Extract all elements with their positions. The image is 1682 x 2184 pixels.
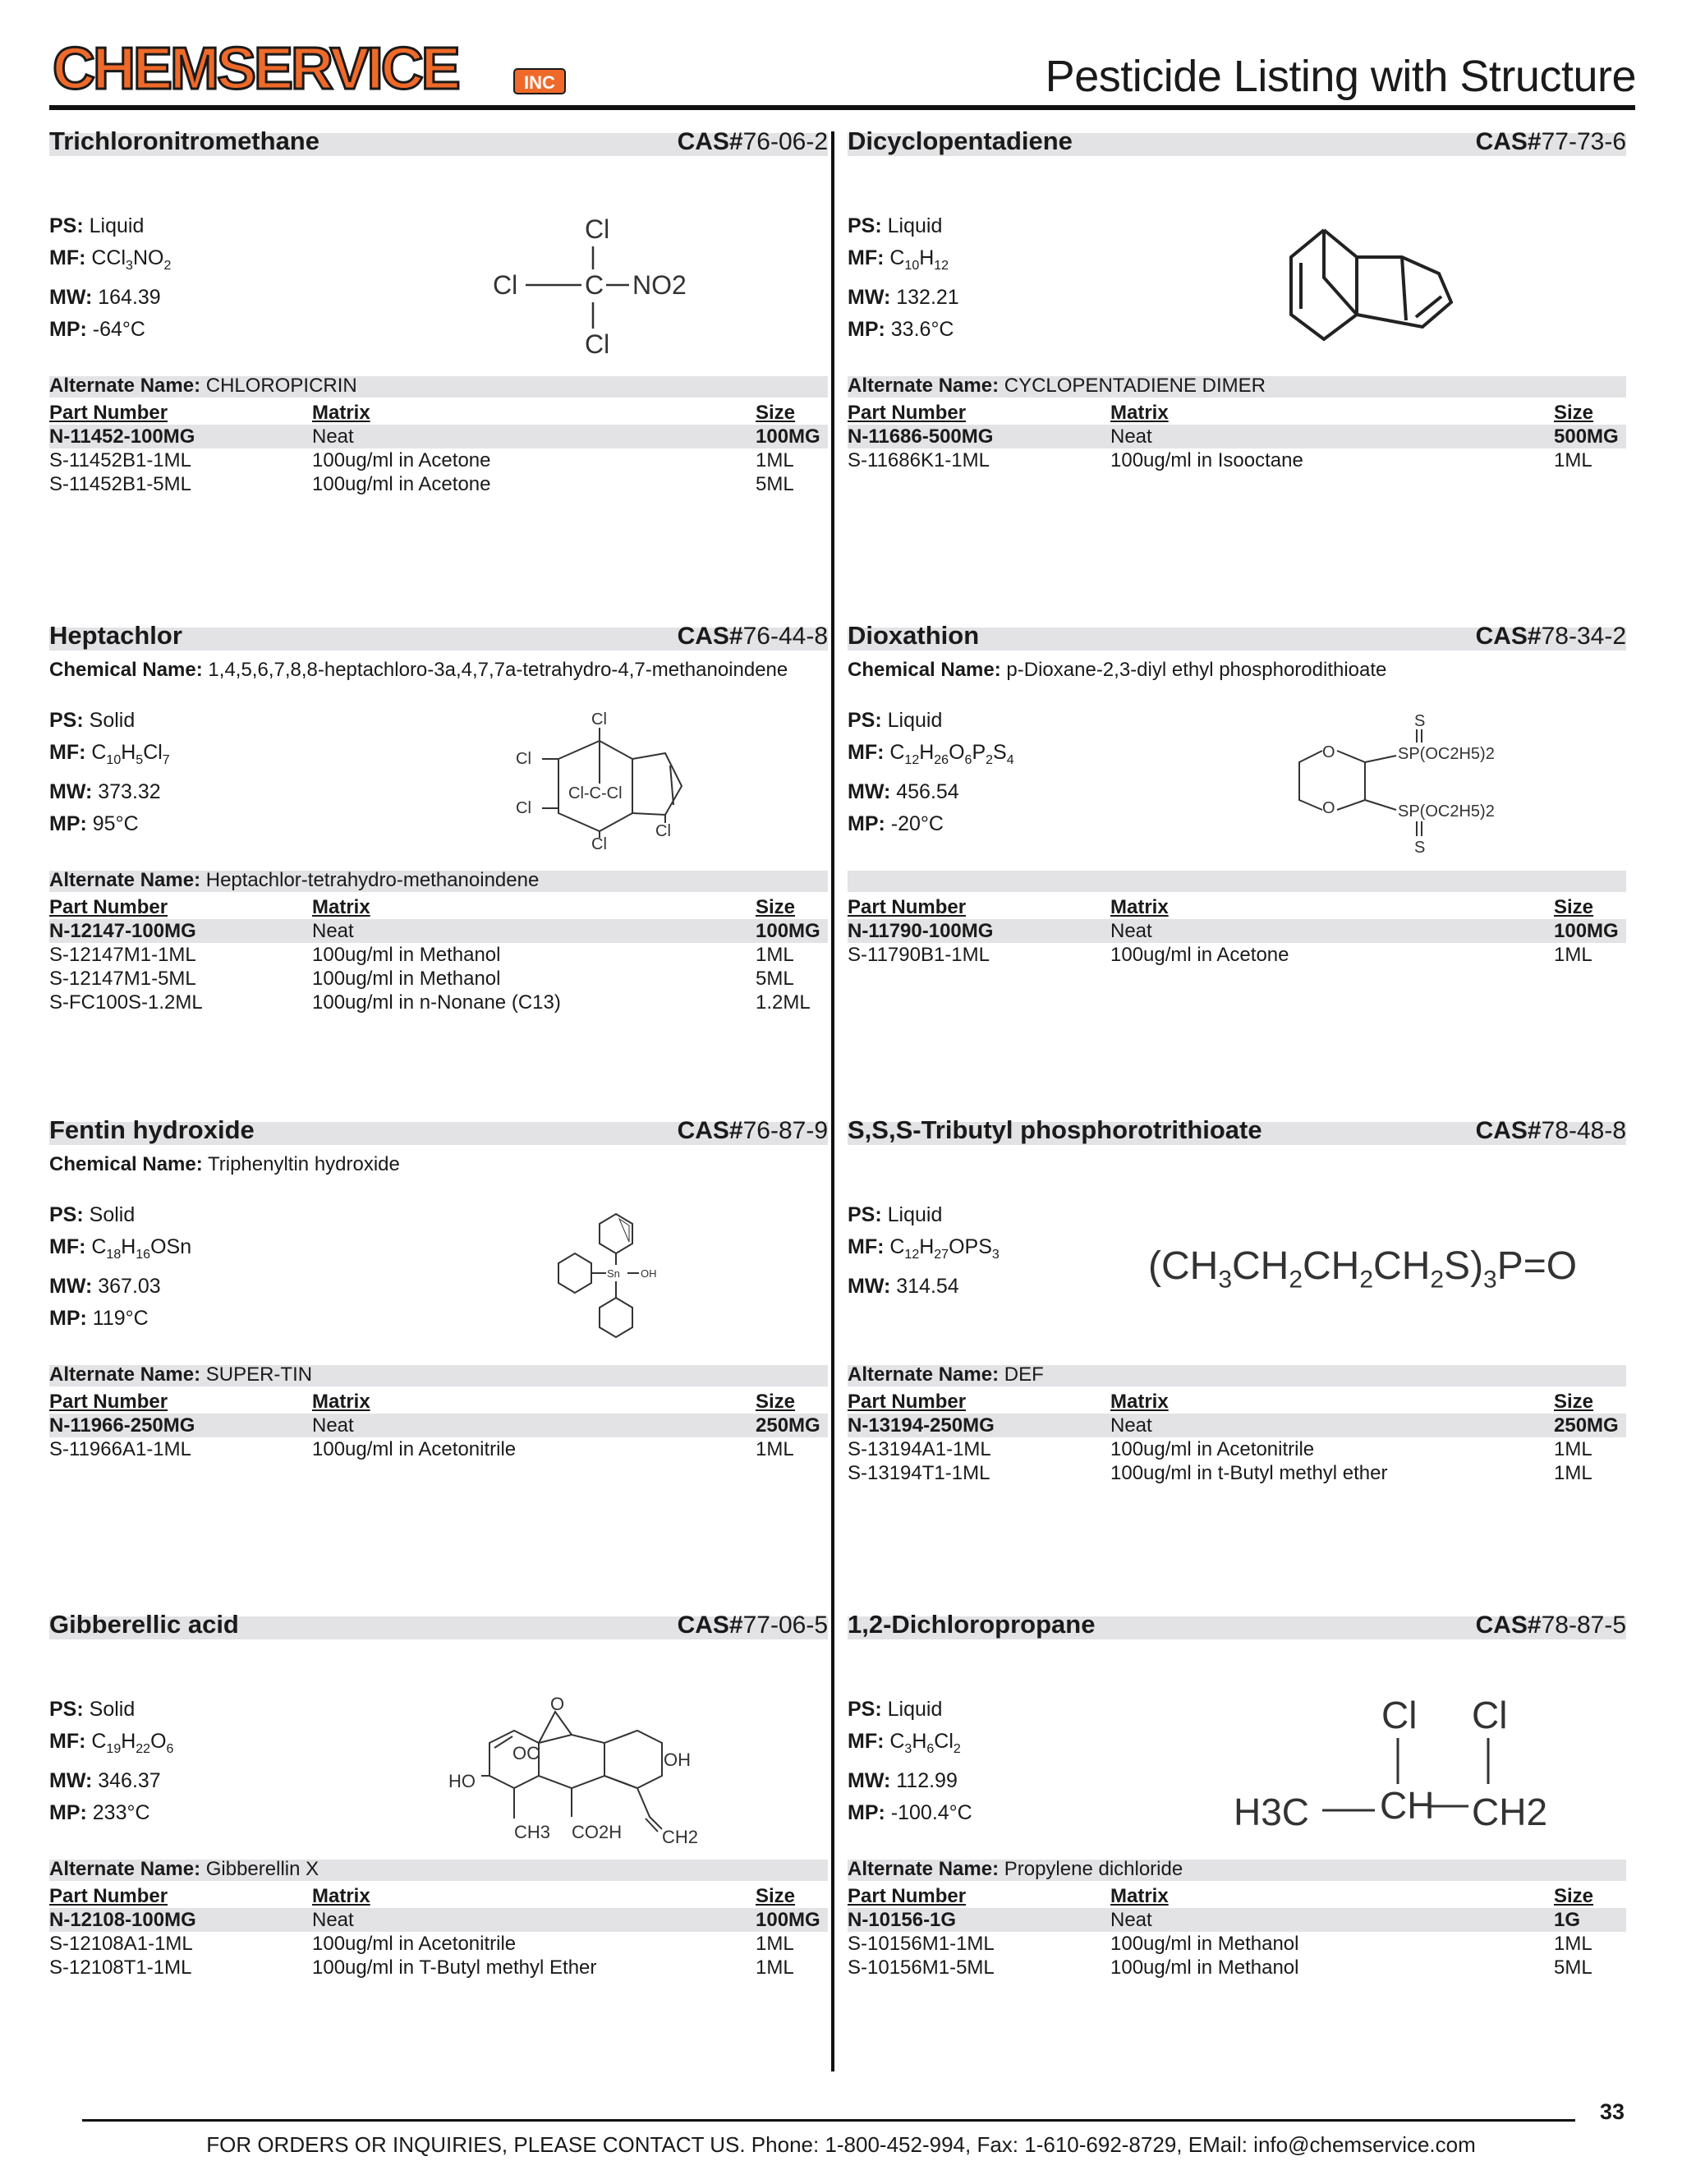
cas-number: CAS#76-44-8 <box>677 623 828 650</box>
cas-number: CAS#76-06-2 <box>677 128 828 155</box>
svg-text:OH: OH <box>664 1749 691 1770</box>
table-row: S-11686K1-1ML 100ug/ml in Isooctane 1ML <box>848 449 1592 471</box>
table-row: S-12147M1-1ML 100ug/ml in Methanol 1ML <box>49 944 794 966</box>
table-row: N-10156-1G Neat 1G <box>848 1908 1626 1932</box>
structure-diagram <box>509 708 698 856</box>
chemical-name: Chemical Name: Triphenyltin hydroxide <box>49 1153 400 1175</box>
parts-table: Part Number Matrix Size N-11966-250MG Neat 250MG S-11966A1-1ML 100ug/ml in Acetonitrile 1ML <box>49 1390 828 1461</box>
structure-diagram <box>1234 1687 1562 1851</box>
alternate-name: Alternate Name: SUPER-TIN <box>49 1363 313 1386</box>
alternate-name: Alternate Name: Heptachlor-tetrahydro-methanoindene <box>49 869 540 891</box>
alternate-name: Alternate Name: Gibberellin X <box>49 1858 319 1880</box>
table-row: S-11452B1-5ML 100ug/ml in Acetone 5ML <box>49 473 794 495</box>
structure-formula: $(CH_3CH_2CH_2CH_2S)_3P=O$ <box>1148 1244 1578 1294</box>
table-row: S-13194T1-1ML 100ug/ml in t-Butyl methyl ether 1ML <box>848 1462 1592 1484</box>
svg-text:Cl: Cl <box>591 835 607 853</box>
compound-name: Dicyclopentadiene <box>848 126 1073 155</box>
table-row: N-12108-100MG Neat 100MG <box>49 1908 828 1932</box>
structure-diagram <box>1275 212 1488 360</box>
structure-diagram <box>1291 711 1505 859</box>
properties: PS: Liquid MF: $C_{10}H_{12}$ MW: 132.21 MP: 33.6°C <box>848 214 959 341</box>
svg-text:Cl-C-Cl: Cl-C-Cl <box>568 784 623 802</box>
compound-name: Dioxathion <box>848 621 980 650</box>
svg-text:SP(OC2H5)2: SP(OC2H5)2 <box>1398 745 1495 763</box>
svg-text:Cl: Cl <box>493 270 518 300</box>
svg-text:S: S <box>1414 712 1426 730</box>
column-divider <box>831 131 834 2071</box>
properties: PS: Liquid MF: $C_{12}H_{27}OPS_3$ MW: 314.54 <box>848 1203 1000 1298</box>
parts-table: Part Number Matrix Size N-11686-500MG Neat 500MG S-11686K1-1ML 100ug/ml in Isooctane 1ML <box>848 401 1626 472</box>
structure-diagram <box>534 1206 698 1354</box>
entry-fentin-hydroxide <box>49 1115 828 1564</box>
compound-name: 1,2-Dichloropropane <box>848 1610 1096 1639</box>
entry-tributyl-phosphorotrithioate <box>848 1115 1626 1564</box>
entry-gibberellic-acid <box>49 1610 828 2058</box>
svg-text:CH3: CH3 <box>514 1822 551 1842</box>
svg-text:CH: CH <box>1380 1784 1435 1827</box>
footer-contact: FOR ORDERS OR INQUIRIES, PLEASE CONTACT US. Phone: 1-800-452-994, Fax: 1-610-692-8729, EMail: info@chemservice.com <box>206 2132 1476 2157</box>
table-row: S-10156M1-1ML 100ug/ml in Methanol 1ML <box>848 1933 1592 1955</box>
svg-text:CH2: CH2 <box>1472 1791 1548 1833</box>
parts-table: Part Number Matrix Size N-10156-1G Neat 1G S-10156M1-1ML 100ug/ml in Methanol 1ML S-10156M1-5ML 100ug/ml in Methanol 5ML <box>848 1884 1626 1979</box>
chemical-name: Chemical Name: p-Dioxane-2,3-diyl ethyl phosphorodithioate <box>848 659 1387 681</box>
chemical-name: Chemical Name: 1,4,5,6,7,8,8-heptachloro-3a,4,7,7a-tetrahydro-4,7-methanoindene <box>49 659 788 681</box>
table-row: S-11966A1-1ML 100ug/ml in Acetonitrile 1ML <box>49 1438 794 1460</box>
table-row: S-11790B1-1ML 100ug/ml in Acetone 1ML <box>848 944 1592 966</box>
table-row: S-FC100S-1.2ML 100ug/ml in n-Nonane (C13) 1.2ML <box>49 991 811 1014</box>
parts-table: Part Number Matrix Size N-12108-100MG Neat 100MG S-12108A1-1ML 100ug/ml in Acetonitrile 1ML S-12108T1-1ML 100ug/ml in T-Butyl methyl Ether 1ML <box>49 1884 828 1979</box>
table-row: N-13194-250MG Neat 250MG <box>848 1414 1626 1437</box>
table-row: N-11790-100MG Neat 100MG <box>848 919 1626 943</box>
footer-rule <box>82 2119 1575 2122</box>
compound-name: Heptachlor <box>49 621 182 650</box>
table-row: S-11452B1-1ML 100ug/ml in Acetone 1ML <box>49 449 794 471</box>
cas-number: CAS#78-87-5 <box>1475 1612 1626 1639</box>
properties: PS: Solid MF: $C_{18}H_{16}OSn$ MW: 367.03 MP: 119°C <box>49 1203 192 1330</box>
properties: PS: Liquid MF: $C_3H_6Cl_2$ MW: 112.99 MP: -100.4°C <box>848 1698 972 1824</box>
page-number: 33 <box>1600 2099 1625 2124</box>
alternate-name: Alternate Name: Propylene dichloride <box>848 1858 1183 1880</box>
svg-text:Sn: Sn <box>607 1267 620 1280</box>
svg-text:Cl: Cl <box>516 799 531 817</box>
compound-name: Fentin hydroxide <box>49 1115 255 1144</box>
table-row: N-11966-250MG Neat 250MG <box>49 1414 828 1437</box>
logo-wordmark: CHEMSERVICE <box>53 38 458 102</box>
chemservice-logo <box>49 38 575 102</box>
svg-text:CH2: CH2 <box>662 1827 699 1847</box>
table-row: S-10156M1-5ML 100ug/ml in Methanol 5ML <box>848 1956 1592 1979</box>
properties: PS: Solid MF: $C_{10}H_5Cl_7$ MW: 373.32 MP: 95°C <box>49 709 170 835</box>
alternate-name: Alternate Name: DEF <box>848 1363 1044 1386</box>
properties: PS: Liquid MF: $C_{12}H_{26}O_6P_2S_4$ MW: 456.54 MP: -20°C <box>848 709 1014 835</box>
logo-suffix: INC <box>524 72 555 93</box>
compound-name: Trichloronitromethane <box>49 126 319 155</box>
table-row: N-11452-100MG Neat 100MG <box>49 425 828 448</box>
table-row: S-12147M1-5ML 100ug/ml in Methanol 5ML <box>49 968 794 990</box>
table-row: S-12108A1-1ML 100ug/ml in Acetonitrile 1ML <box>49 1933 794 1955</box>
svg-text:Cl: Cl <box>1381 1694 1418 1736</box>
svg-text:HO: HO <box>448 1771 476 1791</box>
svg-text:H3C: H3C <box>1234 1791 1310 1833</box>
parts-table: Part Number Matrix Size N-12147-100MG Neat 100MG S-12147M1-1ML 100ug/ml in Methanol 1ML S-12147M1-5ML 100ug/ml in Methanol 5ML S-FC100S-1.2ML 100ug/ml in n-Nonane (C13) 1.2ML <box>49 895 828 1014</box>
cas-number: CAS#77-73-6 <box>1475 128 1626 155</box>
svg-text:Cl: Cl <box>591 710 607 729</box>
table-row: N-11686-500MG Neat 500MG <box>848 425 1626 448</box>
svg-text:Cl: Cl <box>585 329 610 359</box>
page-title: Pesticide Listing with Structure <box>1045 52 1636 101</box>
entry-dicyclopentadiene <box>848 126 1626 575</box>
alternate-name: Alternate Name: CYCLOPENTADIENE DIMER <box>848 375 1266 397</box>
cas-number: CAS#77-06-5 <box>677 1612 828 1639</box>
entry-dichloropropane <box>848 1610 1626 2058</box>
svg-text:OC: OC <box>512 1743 540 1763</box>
svg-text:C: C <box>585 270 604 300</box>
header-rule <box>49 105 1635 110</box>
structure-diagram <box>493 214 706 361</box>
cas-number: CAS#78-48-8 <box>1475 1117 1626 1144</box>
svg-text:CO2H: CO2H <box>572 1822 623 1842</box>
svg-text:S: S <box>1414 839 1426 857</box>
cas-number: CAS#78-34-2 <box>1475 623 1626 650</box>
table-row: S-12108T1-1ML 100ug/ml in T-Butyl methyl Ether 1ML <box>49 1956 794 1979</box>
parts-table: Part Number Matrix Size N-11452-100MG Neat 100MG S-11452B1-1ML 100ug/ml in Acetone 1ML S-11452B1-5ML 100ug/ml in Acetone 5ML <box>49 401 828 496</box>
properties: PS: Liquid MF: $CCl_3NO_2$ MW: 164.39 MP: -64°C <box>49 214 172 341</box>
svg-text:SP(OC2H5)2: SP(OC2H5)2 <box>1398 802 1495 821</box>
properties: PS: Solid MF: $C_{19}H_{22}O_6$ MW: 346.37 MP: 233°C <box>49 1698 174 1824</box>
parts-table: Part Number Matrix Size N-13194-250MG Neat 250MG S-13194A1-1ML 100ug/ml in Acetonitrile 1ML S-13194T1-1ML 100ug/ml in t-Butyl methyl ether 1ML <box>848 1390 1626 1485</box>
svg-text:O: O <box>1322 743 1335 761</box>
svg-text:Cl: Cl <box>516 750 531 768</box>
entry-heptachlor <box>49 621 828 1069</box>
svg-text:Cl: Cl <box>585 214 610 244</box>
svg-text:Cl: Cl <box>655 822 671 840</box>
entry-dioxathion <box>848 621 1626 1069</box>
svg-text:Cl: Cl <box>1472 1694 1508 1736</box>
entry-trichloronitromethane <box>49 126 828 575</box>
svg-text:OH: OH <box>641 1267 657 1280</box>
parts-table: Part Number Matrix Size N-11790-100MG Neat 100MG S-11790B1-1ML 100ug/ml in Acetone 1ML <box>848 895 1626 967</box>
compound-name: S,S,S-Tributyl phosphorotrithioate <box>848 1115 1262 1144</box>
svg-text:O: O <box>1322 799 1335 817</box>
table-row: S-13194A1-1ML 100ug/ml in Acetonitrile 1ML <box>848 1438 1592 1460</box>
cas-number: CAS#76-87-9 <box>677 1117 828 1144</box>
table-row: N-12147-100MG Neat 100MG <box>49 919 828 943</box>
svg-text:O: O <box>550 1694 565 1714</box>
svg-text:NO2: NO2 <box>632 270 687 300</box>
alternate-name: Alternate Name: CHLOROPICRIN <box>49 375 357 397</box>
compound-name: Gibberellic acid <box>49 1610 239 1639</box>
structure-diagram <box>448 1685 703 1850</box>
